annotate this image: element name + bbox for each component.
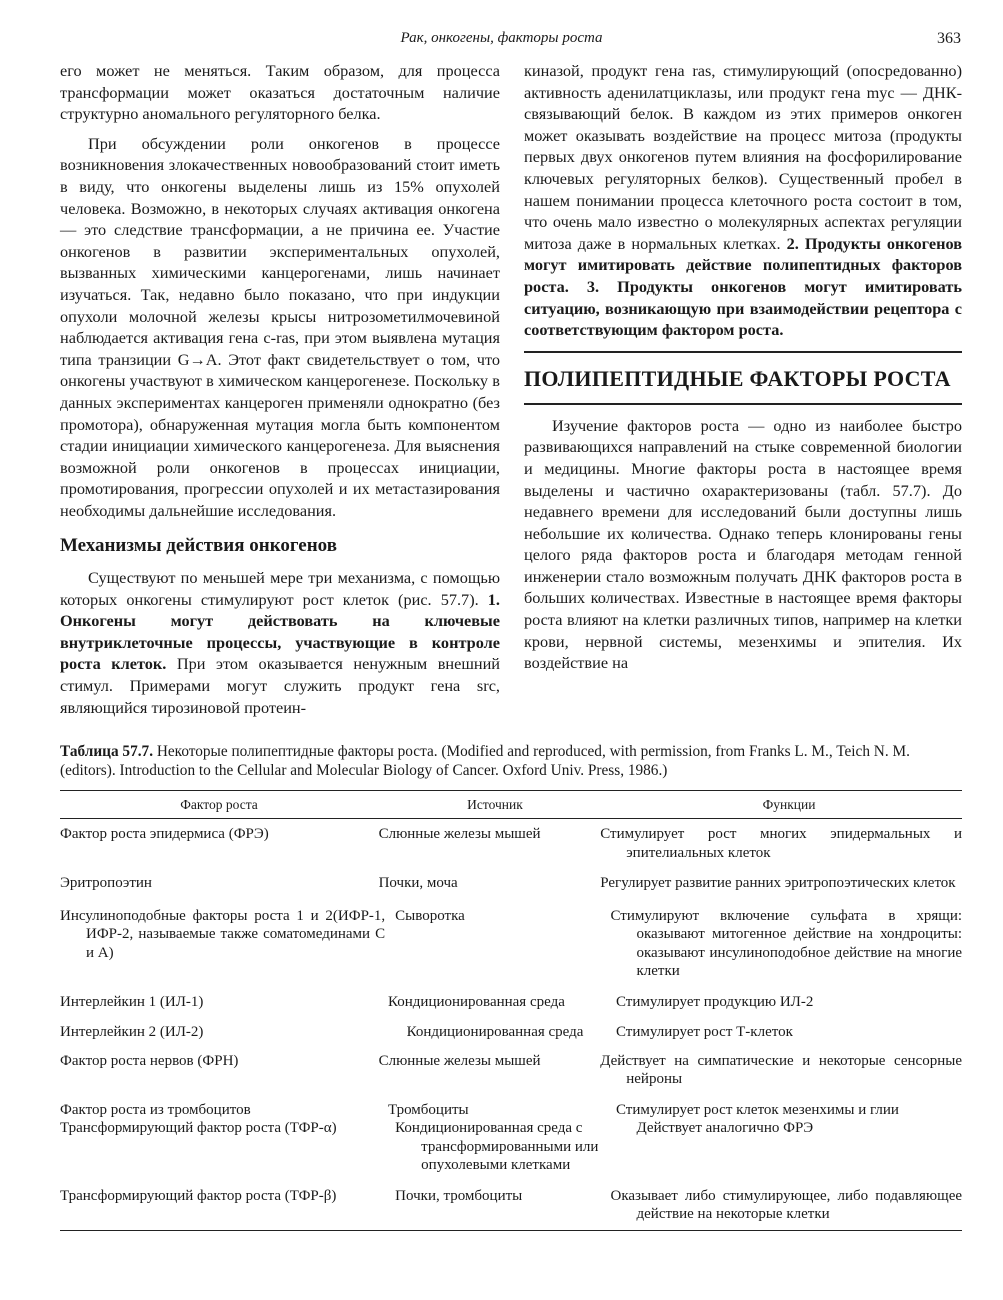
table-cell: Эритропоэтин [60,875,152,891]
table-row [60,1187,962,1224]
table-cell: Стимулирует рост Т-клеток [616,1024,793,1040]
table-cell: Инсулиноподобные факторы роста 1 и 2(ИФР-1, ИФР-2, называемые также соматомединами С и А) [60,907,386,961]
table-header [60,791,962,818]
table-row [60,1101,962,1120]
left-column [60,60,500,718]
table-cell: Действует аналогично ФРЭ [636,1120,814,1136]
paragraph [60,567,500,718]
section-rule [524,403,962,405]
paragraph-text: киназой, продукт гена ras, стимулирующий (опосредованно) активность аденилатциклазы, или продукт гена myc — ДНК-связывающий белок. В каждом из этих примеров онкоген может оказывать воздействие на процесс митоза (продукты первых двух онкогенов путем влияния на фосфорилирование ключевых регуляторных белков). Существенный пробел в нашем понимании процесса клеточного роста состоит в том, что очень мало известно о молекулярных аспектах регуляции митоза даже в нормальных клетках. [524,61,962,253]
table-cell: Стимулируют включение сульфата в хрящи: оказывают митогенное действие на хондроциты: оказывают инсулиноподобное действие на многие клетки [610,907,963,979]
column-header: Фактор роста [180,797,258,812]
paragraph [524,60,962,341]
table-cell: Фактор роста эпидермиса (ФРЭ) [60,826,269,842]
table-cell: Слюнные железы мышей [378,826,541,842]
table-cell: Трансформирующий фактор роста (ТФР-β) [60,1187,337,1204]
table-cell: Почки, тромбоциты [395,1187,523,1204]
table-caption-text: Некоторые полипептидные факторы роста. (Modified and reproduced, with permission, from Franks L. M., Teich N. M. (editors). Introduction to the Cellular and Molecular Biology of Cancer. Oxford Univ. Press, 1986.) [60,743,910,779]
table-cell: Интерлейкин 2 (ИЛ-2) [60,1024,204,1040]
table-cell: Слюнные железы мышей [378,1052,541,1069]
table-cell: Кондиционированная среда [388,993,565,1010]
table-cell: Почки, моча [378,875,458,891]
table-cell: Регулирует развитие ранних эритропоэтических клеток [600,875,956,891]
column-header: Источник [467,797,523,812]
table-cell: Тромбоциты [388,1101,469,1118]
page-number: 363 [937,30,961,47]
table-cell: Сыворотка [395,907,465,924]
running-head-title: Рак, онкогены, факторы роста [400,30,603,46]
table-cell: Действует на симпатические и некоторые сенсорные нейроны [600,1052,962,1087]
paragraph: При обсуждении роли онкогенов в процессе возникновения злокачественных новообразований стоит иметь в виду, что онкогены выделены лишь из 15% опухолей человека. Возможно, в некоторых случаях активация онкогена — это следствие трансформации, а не причина ее. Участие онкогенов в развитии экспериментальных опухолей, вызванных химическими канцерогенами, лишь начинает изучаться. Так, недавно было показано, что при индукции опухоли молочной железы крысы нитрозометилмочевиной наблюдается активация гена c-ras, при этом выявлена мутация типа транзиции G→A. Этот факт свидетельствует о том, что онкогены участвуют в химическом канцерогенезе. Поскольку в данных экспериментах канцероген применяли однократно (без промотора), обнаруженная мутация могла быть компонентом стадии инициации химического канцерогенеза. Для выяснения возможной роли онкогенов в процессах инициации, промотирования, прогрессии опухолей и их метастазирования необходимы дальнейшие исследования. [60,133,500,520]
table-row [60,874,962,893]
table-cell: Фактор роста из тромбоцитов [60,1101,251,1118]
table-cell: Стимулирует продукцию ИЛ-2 [616,993,814,1010]
paragraph: Изучение факторов роста — одно из наиболее быстро развивающихся направлений на стыке современной биологии и медицины. Многие факторы роста в настоящее время выделены и частично охарактеризованы (табл. 57.7). До недавнего времени для исследований были доступны лишь небольшие их количества. Однако теперь клонированы гены целого ряда факторов роста и благодаря методам генной инженерии стало возможным получать ДНК факторов роста в больших количествах. Известные в настоящее время факторы роста влияют на клетки различных типов, например на клетки крови, нервной системы, мезенхимы и эпителия. Их воздействие на [524,415,962,673]
table-row [60,1119,962,1175]
table-cell: Стимулирует рост клеток мезенхимы и глии [616,1101,899,1118]
table-cell: Интерлейкин 1 (ИЛ-1) [60,993,204,1010]
table-row [60,1023,962,1042]
table-caption-label: Таблица 57.7. [60,743,154,760]
section-heading: ПОЛИПЕПТИДНЫЕ ФАКТОРЫ РОСТА [524,365,951,391]
paragraph-text: Существуют по меньшей мере три механизма, с помощью которых онкогены стимулируют рост клеток (рис. 57.7). [60,568,500,609]
table-cell: Стимулирует рост многих эпидермальных и эпителиальных клеток [600,826,962,861]
table-cell: Кондиционированная среда с трансформированными или опухолевыми клетками [395,1120,599,1173]
running-head [0,30,1003,52]
paragraph-text: При этом оказывается ненужным внешний стимул. Примерами могут служить продукт гена src, являющийся тирозиновой протеин- [60,654,501,717]
bold-statement: 2. Продукты онкогенов могут имитировать действие полипептидных факторов роста. 3. Продукты онкогенов могут имитировать ситуацию, возникающую при взаимодействии рецептора с соответствующим фактором роста. [524,233,962,340]
right-column [524,60,962,674]
table-cell: Фактор роста нервов (ФРН) [60,1052,239,1069]
table-cell: Кондиционированная среда [406,1024,584,1040]
table-row [60,907,962,981]
subheading: Механизмы действия онкогенов [60,535,337,557]
table-caption [60,742,962,780]
table-row [60,1052,962,1089]
paragraph: его может не меняться. Таким образом, для процесса трансформации может оказаться достаточным наличие структурно аномального регуляторного белка. [60,61,500,124]
table-body [60,819,962,1224]
table-cell: Оказывает либо стимулирующее, либо подавляющее действие на некоторые клетки [610,1187,963,1222]
column-header: Функции [762,797,816,812]
bold-statement: 1. Онкогены могут действовать на ключевые внутриклеточные процессы, участвующие в контроле роста клеток. [60,589,500,674]
table-cell: Трансформирующий фактор роста (ТФР-α) [60,1120,337,1136]
growth-factors-table [60,790,962,1231]
section-rule [524,351,962,353]
table-row [60,825,962,862]
table-rule [60,1230,962,1231]
table-row [60,993,962,1012]
